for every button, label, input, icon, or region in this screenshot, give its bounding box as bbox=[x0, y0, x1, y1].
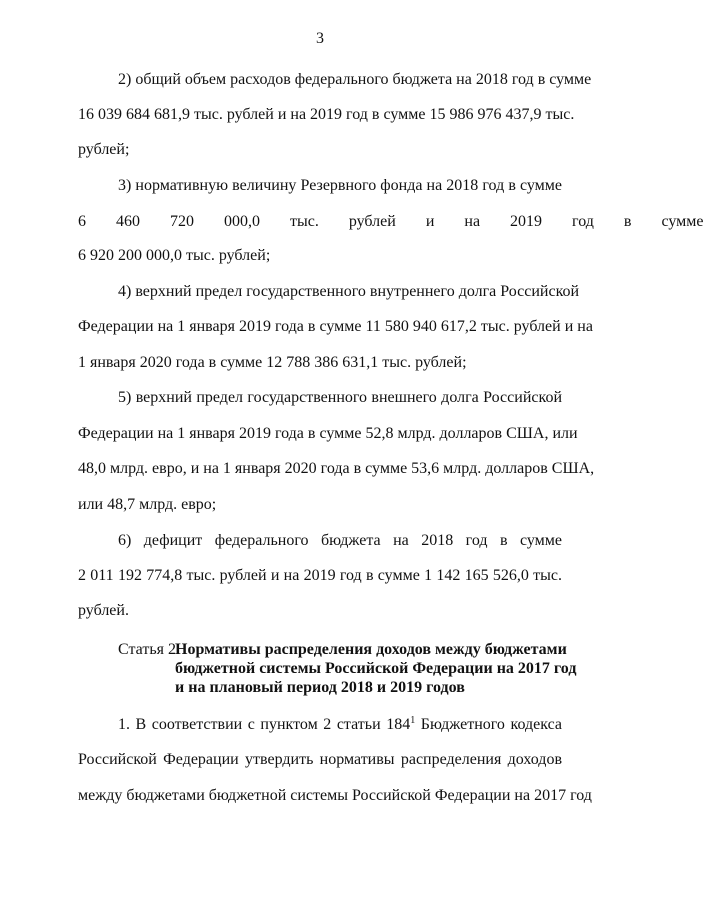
article-2-para-1-line-1 bbox=[118, 715, 562, 735]
para-1-line-1-start: 1. В соответствии с пунктом 2 статьи 184 bbox=[118, 716, 411, 733]
item-3-line-1: 3) нормативную величину Резервного фонда на 2018 год в сумме bbox=[118, 177, 562, 194]
superscript-1: 1 bbox=[410, 715, 416, 726]
article-title-line-3: и на плановый период 2018 и 2019 годов bbox=[175, 679, 465, 696]
page-number: 3 bbox=[316, 30, 324, 47]
item-3-line-3: 6 920 200 000,0 тыс. рублей; bbox=[78, 247, 271, 264]
item-5-line-2: Федерации на 1 января 2019 года в сумме 52,8 млрд. долларов США, или bbox=[78, 425, 578, 442]
article-label: Статья 2. bbox=[118, 641, 180, 658]
article-title-line-2: бюджетной системы Российской Федерации на 2017 год bbox=[175, 660, 577, 677]
article-2-para-1-line-3: между бюджетами бюджетной системы Российской Федерации на 2017 год bbox=[78, 787, 592, 804]
item-4-line-3: 1 января 2020 года в сумме 12 788 386 631,1 тыс. рублей; bbox=[78, 354, 467, 371]
item-6-line-1: 6) дефицит федерального бюджета на 2018 год в сумме bbox=[118, 532, 562, 549]
article-title-line-1: Нормативы распределения доходов между бюджетами bbox=[175, 641, 567, 658]
item-6-line-3: рублей. bbox=[78, 602, 129, 619]
article-2-para-1-line-2: Российской Федерации утвердить нормативы распределения доходов bbox=[78, 751, 562, 768]
para-1-line-1-end: Бюджетного кодекса bbox=[415, 716, 563, 733]
item-4-line-2: Федерации на 1 января 2019 года в сумме 11 580 940 617,2 тыс. рублей и на bbox=[78, 318, 593, 335]
item-3-line-2: 6 460 720 000,0 тыс. рублей и на 2019 год в сумме bbox=[78, 213, 703, 230]
item-2-line-1: 2) общий объем расходов федерального бюджета на 2018 год в сумме bbox=[118, 71, 592, 88]
item-2-line-2: 16 039 684 681,9 тыс. рублей и на 2019 год в сумме 15 986 976 437,9 тыс. bbox=[78, 106, 575, 123]
item-5-line-1: 5) верхний предел государственного внешнего долга Российской bbox=[118, 389, 562, 406]
item-5-line-4: или 48,7 млрд. евро; bbox=[78, 496, 217, 513]
item-5-line-3: 48,0 млрд. евро, и на 1 января 2020 года в сумме 53,6 млрд. долларов США, bbox=[78, 460, 595, 477]
item-6-line-2: 2 011 192 774,8 тыс. рублей и на 2019 год в сумме 1 142 165 526,0 тыс. bbox=[78, 567, 562, 584]
item-4-line-1: 4) верхний предел государственного внутреннего долга Российской bbox=[118, 283, 580, 300]
item-2-line-3: рублей; bbox=[78, 141, 130, 158]
